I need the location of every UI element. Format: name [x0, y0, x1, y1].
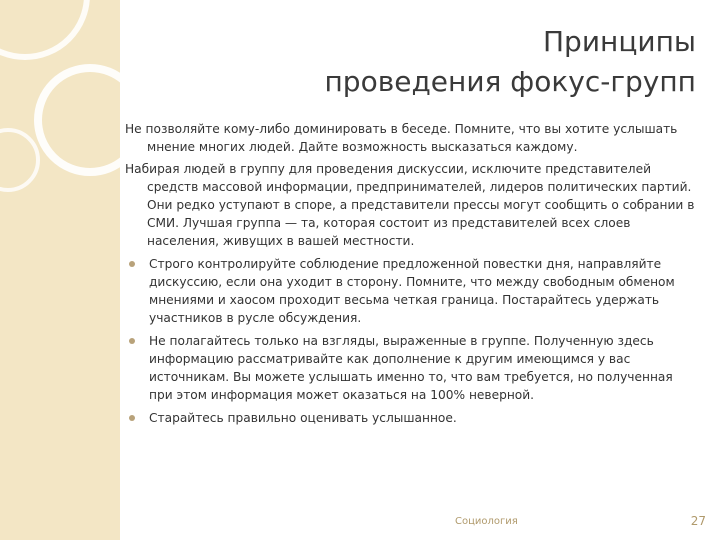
bullet-icon [129, 261, 135, 267]
bullet-text: Старайтесь правильно оценивать услышанное. [149, 411, 457, 425]
slide-title [136, 22, 696, 102]
paragraph-dominance: Не позволяйте кому-либо доминировать в беседе. Помните, что вы хотите услышать мнение многих людей. Дайте возможность высказаться каждому. [125, 122, 678, 154]
bullet-icon [129, 338, 135, 344]
list-item [125, 409, 695, 427]
slide-content [125, 120, 695, 432]
bullet-text: Строго контролируйте соблюдение предложенной повестки дня, направляйте дискуссию, если она уходит в сторону. Помните, что между свободным обменом мнениями и хаосом проходит весьма четкая граница. Постарайтесь удержать участников в русле обсуждения. [149, 257, 675, 325]
decorative-sidebar [0, 0, 120, 540]
bullet-text: Не полагайтесь только на взгляды, выраженные в группе. Полученную здесь информацию рассматривайте как дополнение к другим имеющимся у вас источникам. Вы можете услышать именно то, что вам требуется, но полученная при этом информация может оказаться на 100% неверной. [149, 334, 673, 402]
title-line-2: проведения фокус-групп [324, 65, 696, 98]
page-number: 27 [690, 514, 706, 528]
decorative-circles [0, 0, 120, 540]
list-item [125, 255, 695, 327]
paragraph-recruitment: Набирая людей в группу для проведения дискуссии, исключите представителей средств массовой информации, предпринимателей, лидеров политических партий. Они редко уступают в споре, а представители прессы могут сообщить о собрании в СМИ. Лучшая группа — та, которая состоит из представителей всех слоев населения, живущих в вашей местности. [125, 162, 695, 248]
list-item [125, 332, 695, 404]
bullet-icon [129, 415, 135, 421]
title-line-1: Принципы [542, 25, 696, 58]
footer-label: Социология [455, 516, 518, 527]
